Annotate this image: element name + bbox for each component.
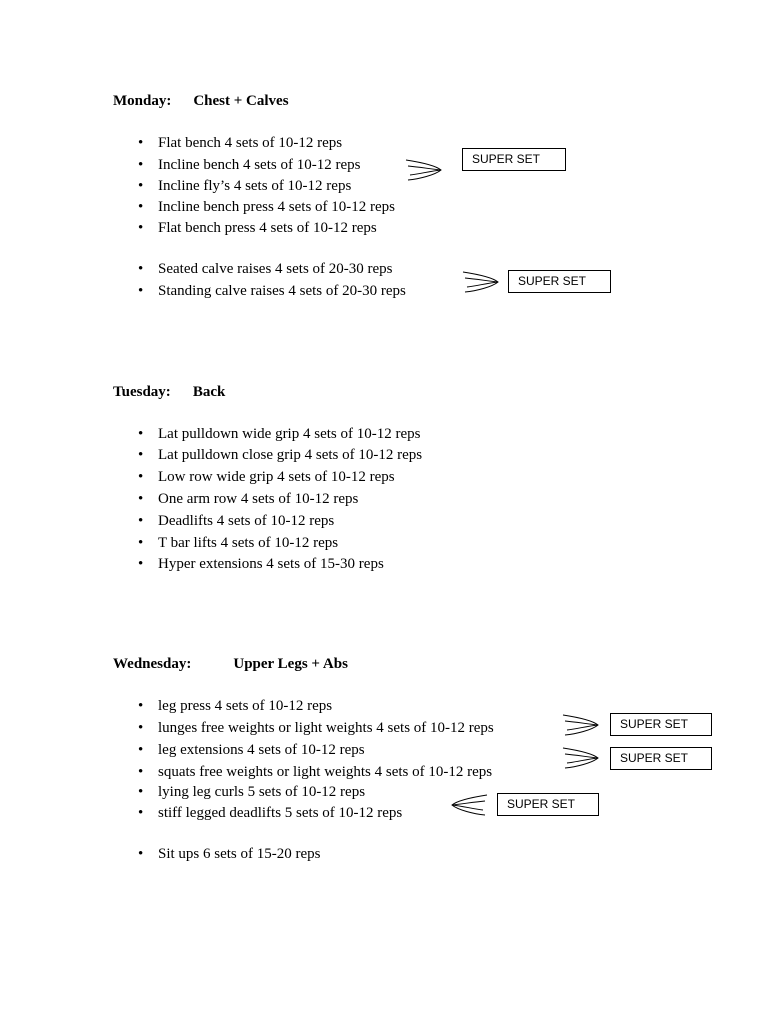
bullet: • bbox=[138, 135, 144, 151]
bullet: • bbox=[138, 513, 144, 529]
exercise-text: Hyper extensions 4 sets of 15-30 reps bbox=[158, 556, 384, 572]
bullet: • bbox=[138, 720, 144, 736]
bullet: • bbox=[138, 261, 144, 277]
exercise-text: Deadlifts 4 sets of 10-12 reps bbox=[158, 513, 335, 529]
double-curved-arrow-icon bbox=[562, 712, 600, 738]
day-topic: Back bbox=[192, 384, 226, 400]
bullet: • bbox=[138, 491, 144, 507]
bullet: • bbox=[138, 535, 144, 551]
exercise-text: lying leg curls 5 sets of 10-12 reps bbox=[158, 784, 366, 800]
exercise-text: Lat pulldown close grip 4 sets of 10-12 reps bbox=[158, 447, 423, 463]
exercise-text: Lat pulldown wide grip 4 sets of 10-12 reps bbox=[158, 426, 421, 442]
exercise-text: T bar lifts 4 sets of 10-12 reps bbox=[158, 535, 339, 551]
bullet: • bbox=[138, 698, 144, 714]
superset-box: SUPER SET bbox=[462, 148, 566, 171]
exercise-text: Flat bench 4 sets of 10-12 reps bbox=[158, 135, 343, 151]
day-topic: Chest + Calves bbox=[193, 93, 289, 109]
exercise-text: One arm row 4 sets of 10-12 reps bbox=[158, 491, 359, 507]
exercise-text: Incline bench 4 sets of 10-12 reps bbox=[158, 157, 361, 173]
double-curved-arrow-icon bbox=[405, 157, 443, 183]
exercise-text: Flat bench press 4 sets of 10-12 reps bbox=[158, 220, 377, 236]
bullet: • bbox=[138, 556, 144, 572]
superset-box: SUPER SET bbox=[497, 793, 599, 816]
tuesday-heading bbox=[113, 383, 225, 401]
exercise-text: Incline fly’s 4 sets of 10-12 reps bbox=[158, 178, 352, 194]
exercise-text: stiff legged deadlifts 5 sets of 10-12 reps bbox=[158, 805, 403, 821]
day-label: Wednesday: bbox=[113, 656, 192, 672]
superset-box: SUPER SET bbox=[508, 270, 611, 293]
exercise-text: Sit ups 6 sets of 15-20 reps bbox=[158, 846, 321, 862]
exercise-text: Standing calve raises 4 sets of 20-30 reps bbox=[158, 283, 406, 299]
bullet: • bbox=[138, 805, 144, 821]
exercise-text: Low row wide grip 4 sets of 10-12 reps bbox=[158, 469, 395, 485]
exercise-text: squats free weights or light weights 4 sets of 10-12 reps bbox=[158, 764, 493, 780]
bullet: • bbox=[138, 764, 144, 780]
superset-box: SUPER SET bbox=[610, 747, 712, 770]
bullet: • bbox=[138, 742, 144, 758]
superset-box: SUPER SET bbox=[610, 713, 712, 736]
day-label: Monday: bbox=[113, 93, 172, 109]
bullet: • bbox=[138, 426, 144, 442]
monday-heading bbox=[113, 92, 289, 110]
bullet: • bbox=[138, 220, 144, 236]
bullet: • bbox=[138, 447, 144, 463]
double-curved-arrow-icon bbox=[450, 792, 488, 818]
bullet: • bbox=[138, 469, 144, 485]
exercise-text: Incline bench press 4 sets of 10-12 reps bbox=[158, 199, 396, 215]
wednesday-heading bbox=[113, 655, 348, 673]
exercise-text: Seated calve raises 4 sets of 20-30 reps bbox=[158, 261, 393, 277]
exercise-text: leg press 4 sets of 10-12 reps bbox=[158, 698, 333, 714]
bullet: • bbox=[138, 784, 144, 800]
bullet: • bbox=[138, 157, 144, 173]
double-curved-arrow-icon bbox=[462, 269, 500, 295]
exercise-text: lunges free weights or light weights 4 sets of 10-12 reps bbox=[158, 720, 494, 736]
bullet: • bbox=[138, 846, 144, 862]
bullet: • bbox=[138, 199, 144, 215]
day-label: Tuesday: bbox=[113, 384, 171, 400]
bullet: • bbox=[138, 178, 144, 194]
day-topic: Upper Legs + Abs bbox=[233, 656, 348, 672]
exercise-text: leg extensions 4 sets of 10-12 reps bbox=[158, 742, 365, 758]
double-curved-arrow-icon bbox=[562, 745, 600, 771]
bullet: • bbox=[138, 283, 144, 299]
